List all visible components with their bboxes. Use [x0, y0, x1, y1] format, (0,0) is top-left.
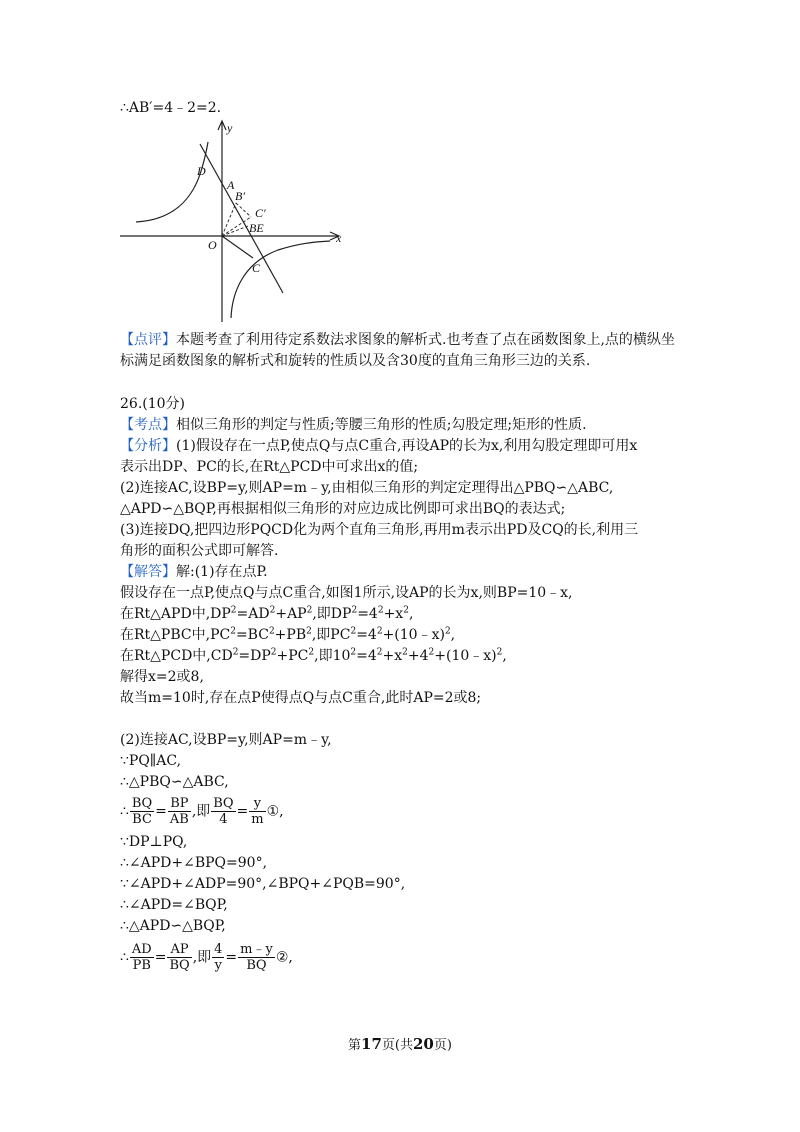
- fenxi-tag: 【分析】: [120, 438, 176, 454]
- solution-line-3: 在Rt△PBC中$,PC^2=BC^2+PB^2$,即$PC^2=4^2+(10﹣x)^2$,: [120, 626, 456, 643]
- part2-line-4: ∵DP⊥PQ,: [120, 834, 188, 850]
- label-A: A: [227, 178, 235, 192]
- part2-line-5: ∴∠APD+∠BPQ=90°,: [120, 855, 268, 871]
- label-C: C: [252, 261, 261, 275]
- jieda-line: 【解答】解:(1)存在点P.: [120, 564, 268, 580]
- fraction: $\frac{BQ}{BC}$: [131, 796, 153, 827]
- page-footer: 第17页(共20页): [348, 1035, 452, 1053]
- axis-x-label: x: [336, 231, 342, 245]
- part2-line-3: ∴△PBQ∽△ABC,: [120, 774, 229, 790]
- page-total: 20: [413, 1035, 434, 1053]
- segment-OC: [222, 236, 253, 258]
- jieda-tag: 【解答】: [120, 564, 176, 580]
- fraction: $\frac{AP}{BQ}$: [169, 942, 190, 973]
- fraction: $\frac{y}{m}$: [251, 796, 264, 827]
- hyperbola-upper-left: [136, 142, 208, 222]
- fenxi-line-2: 表示出DP、PC的长,在Rt△PCD中可求出x的值;: [120, 459, 419, 475]
- line-DC: [200, 144, 283, 293]
- label-BE: BE: [249, 221, 264, 235]
- fenxi-line-3: (2)连接AC,设BP=y,则AP=m﹣y,由相似三角形的判定定理得出△PBQ∽△ABC,: [120, 480, 614, 496]
- review-line-2: 标满足函数图象的解析式和旋转的性质以及含30度的直角三角形三边的关系.: [120, 353, 591, 369]
- label-B1: B′: [235, 189, 245, 203]
- fraction: $\frac{BP}{AB}$: [169, 796, 189, 827]
- kaodian-tag: 【考点】: [120, 417, 176, 433]
- segment-B1C1: [236, 203, 251, 217]
- label-C1: C′: [255, 206, 266, 220]
- part2-line-8: ∴△APD∽△BQP,: [120, 918, 226, 934]
- function-graph: [118, 118, 348, 324]
- review-line-1: 【点评】本题考查了利用待定系数法求图象的解析式.也考查了点在函数图象上,点的横纵坐: [120, 332, 675, 348]
- solution-line-1: 假设存在一点P,使点Q与点C重合,如图1所示,设AP的长为x,则BP=10﹣x,: [120, 585, 573, 601]
- fenxi-line-5: (3)连接DQ,把四边形PQCD化为两个直角三角形,再用m表示出PD及CQ的长,利用三: [120, 522, 639, 538]
- solution-line-4: 在Rt△PCD中$,CD^2=DP^2+PC^2$,即$10^2=4^2+x^2+4^2+(10﹣x)^2$,: [120, 647, 507, 664]
- label-D: D: [197, 164, 206, 178]
- page-number: 17: [361, 1035, 382, 1053]
- label-O: O: [208, 238, 217, 252]
- fenxi-line-4: △APD∽△BQP,再根据相似三角形的对应边成比例即可求出BQ的表达式;: [120, 501, 566, 517]
- top-line: ∴AB′=4﹣2=2.: [120, 100, 222, 116]
- solution-line-2: 在Rt△APD中$,DP^2=AD^2+AP^2$,即$DP^2=4^2+x^2$,: [120, 605, 414, 622]
- fraction: $\frac{BQ}{4}$: [213, 796, 234, 827]
- fraction: $\frac{4}{y}$: [214, 942, 223, 973]
- fraction: $\frac{AD}{PB}$: [131, 942, 152, 973]
- solution-line-6: 故当m=10时,存在点P使得点Q与点C重合,此时AP=2或8;: [120, 690, 482, 706]
- q26-header: 26.(10分): [120, 396, 186, 412]
- part2-line-7: ∴∠APD=∠BQP,: [120, 897, 228, 913]
- solution-line-5: 解得x=2或8,: [120, 669, 204, 685]
- part2-line-1: (2)连接AC,设BP=y,则AP=m﹣y,: [120, 732, 332, 748]
- fenxi-line-6: 角形的面积公式即可解答.: [120, 543, 279, 559]
- fraction-equation-2: ∴ $\frac{AD}{PB}$ = $\frac{AP}{BQ}$ ,即 $\frac{4}{y}$ = $\frac{m﹣y}{BQ}$ ②,: [120, 942, 293, 973]
- part2-line-2: ∵PQ∥AC,: [120, 753, 182, 769]
- review-tag: 【点评】: [120, 332, 176, 348]
- fenxi-line-1: 【分析】(1)假设存在一点P,使点Q与点C重合,再设AP的长为x,利用勾股定理即可用x: [120, 438, 638, 454]
- part2-line-6: ∵∠APD+∠ADP=90°,∠BPQ+∠PQB=90°,: [120, 876, 406, 892]
- kaodian-line: 【考点】相似三角形的判定与性质;等腰三角形的性质;勾股定理;矩形的性质.: [120, 417, 587, 433]
- fraction-equation-1: ∴ $\frac{BQ}{BC}$ = $\frac{BP}{AB}$ ,即 $\frac{BQ}{4}$ = $\frac{y}{m}$ ①,: [120, 796, 284, 827]
- fraction: $\frac{m﹣y}{BQ}$: [240, 942, 273, 973]
- axis-y-label: y: [227, 121, 233, 135]
